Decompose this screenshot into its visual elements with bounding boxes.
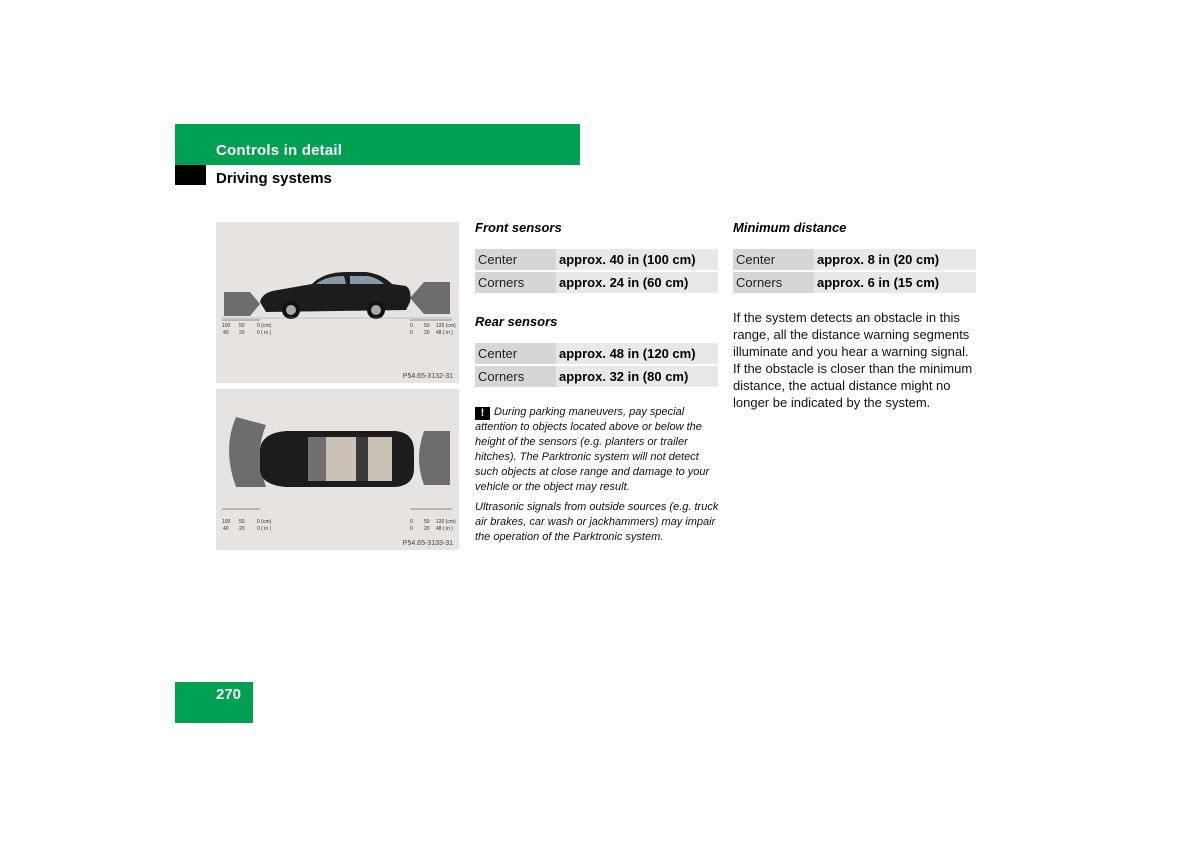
row-value: approx. 48 in (120 cm) xyxy=(556,343,718,364)
row-value: approx. 24 in (60 cm) xyxy=(556,272,718,293)
svg-text:48 ( in ): 48 ( in ) xyxy=(436,330,453,336)
svg-text:120 (cm): 120 (cm) xyxy=(436,323,456,329)
row-label: Corners xyxy=(733,272,814,293)
left-scale xyxy=(222,509,272,532)
svg-text:50: 50 xyxy=(424,323,430,329)
front-sensors-table xyxy=(475,247,718,295)
svg-text:0: 0 xyxy=(410,526,413,532)
section-title: Driving systems xyxy=(216,170,332,187)
right-scale xyxy=(410,509,456,532)
top-view-illustration xyxy=(216,389,459,550)
top-view-figure xyxy=(216,389,459,550)
row-label: Center xyxy=(475,343,556,364)
svg-text:0: 0 xyxy=(410,323,413,329)
front-sensor-zone xyxy=(224,292,260,316)
svg-text:0 ( in ): 0 ( in ) xyxy=(257,330,272,336)
chapter-title: Controls in detail xyxy=(216,142,343,159)
rear-sensor-zone xyxy=(410,282,450,314)
svg-text:0: 0 xyxy=(410,519,413,525)
rear-sensors-table xyxy=(475,341,718,389)
table-row xyxy=(475,272,718,293)
svg-text:40: 40 xyxy=(223,526,229,532)
figure-label: P54.65-3132-31 xyxy=(402,373,453,380)
table-row xyxy=(475,366,718,387)
svg-text:50: 50 xyxy=(424,519,430,525)
svg-text:40: 40 xyxy=(223,330,229,336)
minimum-distance-table xyxy=(733,247,976,295)
side-view-illustration xyxy=(216,222,459,383)
minimum-distance-heading: Minimum distance xyxy=(733,220,847,235)
svg-text:120 (cm): 120 (cm) xyxy=(436,519,456,525)
minimum-distance-column xyxy=(733,219,977,411)
car-top-icon xyxy=(260,431,414,487)
row-value: approx. 6 in (15 cm) xyxy=(814,272,976,293)
svg-text:100: 100 xyxy=(222,323,231,329)
interference-note: Ultrasonic signals from outside sources (e.g. truck air brakes, car wash or jackhammers) may impair the operation of the Parktronic system. xyxy=(475,501,719,543)
svg-text:50: 50 xyxy=(239,519,245,525)
svg-text:50: 50 xyxy=(239,323,245,329)
section-marker xyxy=(175,165,206,185)
row-value: approx. 40 in (100 cm) xyxy=(556,249,718,270)
svg-text:20: 20 xyxy=(424,330,430,336)
rear-sensors-heading: Rear sensors xyxy=(475,314,558,329)
front-sensors-heading: Front sensors xyxy=(475,220,562,235)
warning-text: During parking maneuvers, pay special attention to objects located above or below the height of the sensors (e.g. planters or trailer hitches). The Parktronic system will not detect such objects at close range and damage to your vehicle or the object may result. xyxy=(475,406,710,493)
car-side-icon xyxy=(260,272,411,319)
svg-text:48 ( in ): 48 ( in ) xyxy=(436,526,453,532)
svg-text:100: 100 xyxy=(222,519,231,525)
table-row xyxy=(733,249,976,270)
side-view-figure xyxy=(216,222,459,383)
svg-text:0 (cm): 0 (cm) xyxy=(257,323,272,329)
exclamation-icon: ! xyxy=(475,407,490,420)
figure-label: P54.65-3133-31 xyxy=(402,540,453,547)
row-label: Corners xyxy=(475,366,556,387)
table-row xyxy=(475,343,718,364)
svg-text:0 (cm): 0 (cm) xyxy=(257,519,272,525)
page-number: 270 xyxy=(216,686,242,703)
svg-text:0: 0 xyxy=(410,330,413,336)
sensor-ranges-column xyxy=(475,219,719,545)
page-number-box xyxy=(175,682,253,723)
minimum-distance-paragraph: If the system detects an obstacle in this range, all the distance warning segments illuminate and you hear a warning signal. If the obstacle is closer than the minimum distance, the actual distance might no longer be indicated by the system. xyxy=(733,310,973,410)
svg-text:20: 20 xyxy=(239,526,245,532)
svg-text:20: 20 xyxy=(424,526,430,532)
row-label: Center xyxy=(733,249,814,270)
row-label: Corners xyxy=(475,272,556,293)
table-row xyxy=(733,272,976,293)
warning-note xyxy=(475,405,719,495)
left-scale xyxy=(222,320,272,336)
row-value: approx. 32 in (80 cm) xyxy=(556,366,718,387)
svg-text:20: 20 xyxy=(239,330,245,336)
rear-sensor-zone xyxy=(419,431,450,485)
row-value: approx. 8 in (20 cm) xyxy=(814,249,976,270)
right-scale xyxy=(410,320,456,336)
row-label: Center xyxy=(475,249,556,270)
table-row xyxy=(475,249,718,270)
svg-text:0 ( in ): 0 ( in ) xyxy=(257,526,272,532)
